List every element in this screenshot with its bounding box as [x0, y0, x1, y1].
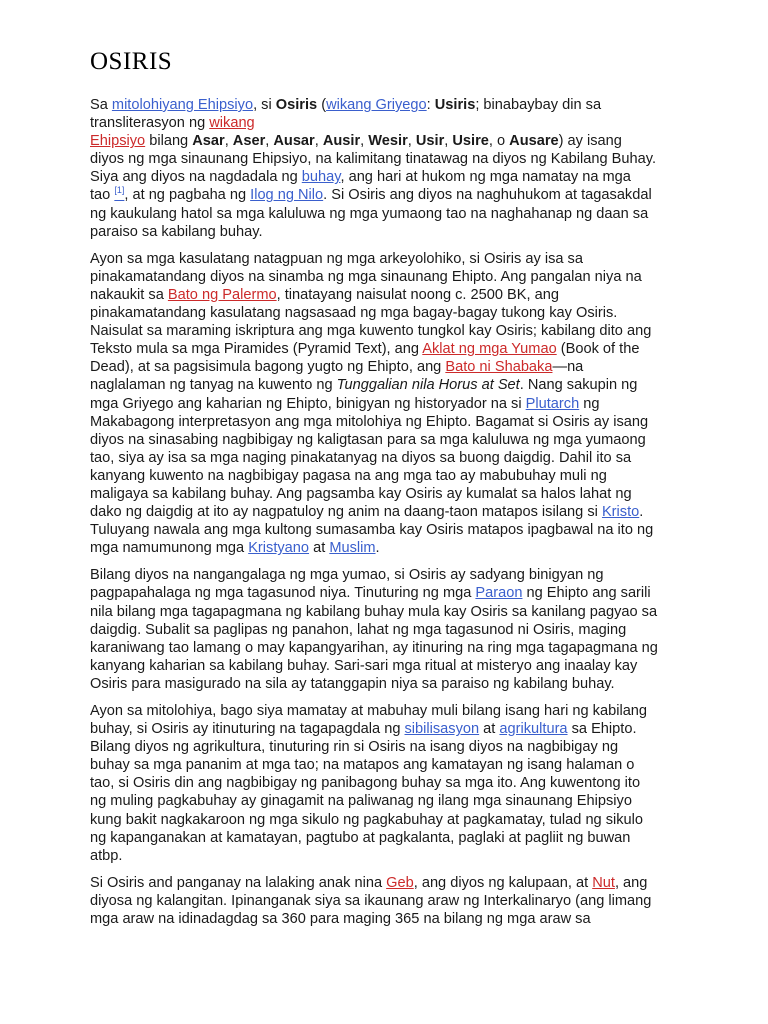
text-run: tao, siya ay isa sa mga naging pinakatanyag na diyos sa buong daigdig. Dahil ito sa — [90, 449, 632, 466]
text-run: ng Ehipto ang sarili — [522, 585, 651, 602]
article-link[interactable]: Ehipsiyo — [90, 133, 146, 150]
text-run: Sa — [90, 97, 112, 113]
bold-term: Ausare — [509, 133, 559, 150]
text-run: buhay, si Osiris ay itinuturing na tagapagdala ng — [90, 721, 405, 738]
text-run: maligaya sa kabilang buhay. Ang pagsamba kay Osiris ay kumalat sa halos lahat ng — [90, 485, 632, 502]
footnote-marker: [1] — [114, 185, 125, 196]
article-link[interactable]: Muslim — [329, 540, 376, 557]
text-run: nila bilang mga tagapagmana ng kabilang buhay mula kay Osiris sa kanilang pagyao sa — [90, 603, 658, 620]
article-link[interactable]: Bato ng Palermo — [167, 286, 277, 303]
text-run: Bilang diyos ng agrikultura, tinuturing rin si Osiris na isang diyos na nagbibigay ng — [90, 739, 619, 756]
text-run: ng kaukulang hatol sa mga kaluluwa ng mga yumaong tao na naghahanap ng daan sa — [90, 205, 649, 222]
text-run: (Book of the — [556, 341, 640, 358]
article-body — [90, 96, 680, 937]
article-link[interactable]: agrikultura — [499, 721, 568, 738]
article-link[interactable]: wikang Griyego — [326, 97, 427, 113]
text-run: kanyang kaharian sa kabilang buhay. Sari-sari mga ritual at misteryo ang inaalay kay — [90, 657, 638, 674]
text-run: , — [314, 133, 323, 150]
text-run: ) ay isang — [558, 133, 622, 150]
text-run: , ang — [614, 874, 648, 891]
text-run: diyos na sinasabing nagbibigay ng kaligtasan para sa mga kaluluwa ng mga yumaong — [90, 431, 646, 448]
italic-title: Tunggalian nila Horus at Set — [336, 377, 520, 394]
text-run: , tinatayang naisulat noong c. 2500 BK, ang — [276, 286, 559, 303]
article-paragraph — [90, 702, 680, 865]
bold-term: Usire — [452, 133, 489, 150]
bold-term: Aser — [232, 133, 266, 150]
article-link[interactable]: Nut — [592, 874, 615, 891]
bold-term: Ausar — [273, 133, 315, 150]
article-link[interactable]: buhay — [301, 169, 341, 186]
text-run: dako ng daigdig at ito ay nagpatuloy ng anim na daang-taon matapos isilang si — [90, 504, 602, 521]
article-link[interactable]: Plutarch — [525, 395, 580, 412]
bold-term: Ausir — [322, 133, 361, 150]
text-run: at — [309, 540, 330, 557]
text-run: —na — [552, 359, 584, 376]
text-run: Teksto mula sa mga Piramides (Pyramid Text), ang — [90, 341, 423, 358]
article-link[interactable]: Bato ni Shabaka — [445, 359, 553, 376]
article-paragraph — [90, 250, 680, 558]
bold-term: Asar — [192, 133, 225, 150]
text-run: , o — [488, 133, 510, 150]
text-run: transliterasyon ng — [90, 115, 210, 132]
article-link[interactable]: Paraon — [475, 585, 523, 602]
text-run: Makabagong interpretasyon ang mga mitolohiya ng Ehipto. Bagamat si Osiris ay isang — [90, 413, 649, 430]
text-run: Ayon sa mga kasulatang natagpuan ng mga arkeyolohiko, si Osiris ay isa sa — [90, 250, 583, 267]
text-run: ( — [317, 97, 327, 113]
text-run: . — [375, 540, 380, 557]
text-run: ng muling pagkabuhay ay ginagamit na paliwanag ng ilang mga sinaunang Ehipsiyo — [90, 793, 632, 810]
text-run: , at ng pagbaha ng — [124, 187, 251, 204]
text-run: pinakamatandang kasulatang nagsasaad ng mga bagay-bagay tukong kay Osiris. — [90, 305, 618, 322]
text-run: diyos ng mga sinaunang Ehipsiyo, na kalimitang tinatawag na diyos ng Kabilang Buhay. — [90, 151, 657, 168]
text-run: : — [426, 97, 435, 113]
text-run: tao, si Osiris din ang nagbibigay ng panibagong buhay sa mga ito. Ang kuwentong ito — [90, 775, 641, 792]
reference-link[interactable] — [114, 187, 124, 203]
text-run: . Nang sakupin ng — [519, 377, 638, 394]
text-run: Siya ang diyos na nagdadala ng — [90, 169, 302, 186]
text-run: mga namumunong mga — [90, 540, 249, 557]
text-run: , — [407, 133, 416, 150]
text-run: tao — [90, 187, 115, 204]
text-run: nakaukit sa — [90, 286, 168, 303]
text-run: . Si Osiris ang diyos na naghuhukom at tagasakdal — [323, 187, 652, 204]
bold-term: Osiris — [275, 97, 318, 113]
bold-term: Usir — [415, 133, 445, 150]
text-run: buhay sa mga pananim at mga tao; na matapos ang kamatayan ng isang halaman o — [90, 757, 635, 774]
text-run: diyosa ng kalangitan. Ipinanganak siya sa ikaunang araw ng Interkalinaryo (ang limang — [90, 892, 652, 909]
article-link[interactable]: sibilisasyon — [404, 721, 480, 738]
text-run: . — [639, 504, 644, 521]
text-run: pinakamatandang diyos na sinamba ng mga sinaunang Ehipto. Ang pangalan niya na — [90, 268, 642, 285]
article-link[interactable]: Kristo — [601, 504, 640, 521]
text-run: , ang hari at hukom ng mga namatay na mga — [340, 169, 631, 186]
article-link[interactable]: wikang — [209, 115, 255, 132]
text-run: , — [360, 133, 369, 150]
text-run: Si Osiris and panganay na lalaking anak nina — [90, 874, 387, 891]
text-run: , — [444, 133, 453, 150]
bold-term: Wesir — [368, 133, 408, 150]
text-run: kung bakit nagkakaroon ng mga sikulo ng pagkabuhay at pagkamatay, tulad ng sikulo — [90, 811, 644, 828]
text-run: Bilang diyos na nangangalaga ng mga yumao, si Osiris ay sadyang binigyan ng — [90, 567, 604, 584]
text-run: Tuluyang nawala ang mga kultong sumasamba kay Osiris matapos ipagbawal na ito ng — [90, 522, 654, 539]
article-link[interactable]: Kristyano — [248, 540, 310, 557]
text-run: mga araw na idinadagdag sa 360 para maging 365 na bilang ng mga araw sa — [90, 911, 591, 928]
article-link[interactable]: mitolohiyang Ehipsiyo — [111, 97, 254, 113]
text-run: ; binabaybay din sa — [475, 97, 602, 113]
text-run: karaniwang tao lamang o may kapangyarihan, ay itinuring na ring mga tagapagmana ng — [90, 639, 658, 656]
article-paragraph — [90, 566, 680, 693]
text-run: sa Ehipto. — [567, 721, 637, 738]
text-run: kanyang kuwento na nagbibigay pagasa na ang mga tao ay mabubuhay muli ng — [90, 467, 607, 484]
text-run: atbp. — [90, 847, 123, 864]
text-run: , ang diyos ng kalupaan, at — [413, 874, 593, 891]
text-run: Ayon sa mitolohiya, bago siya mamatay at mabuhay muli bilang isang hari ng kabilang — [90, 703, 648, 719]
text-run: Naisulat sa maraming iskriptura ang mga kuwento tungkol kay Osiris; kabilang dito ang — [90, 323, 652, 340]
text-run: Osiris para masigurado na sila ay tatanggapin niya sa paraiso ng kabilang buhay. — [90, 675, 615, 692]
text-run: paraiso sa kabilang buhay. — [90, 223, 263, 240]
text-run: naglalaman ng tanyag na kuwento ng — [90, 377, 337, 394]
text-run: ng kapanganakan at kamatayan, pagtubo at pagkalanta, paglaki at pagliit ng buwan — [90, 829, 631, 846]
text-run: daigdig. Subalit sa paglipas ng panahon, lahat ng mga tagasunod ni Osiris, maging — [90, 621, 627, 638]
text-run: pagpapahalaga ng mga tagasunod niya. Tinuturing ng mga — [90, 585, 476, 602]
text-run: , — [224, 133, 233, 150]
text-run: at — [479, 721, 500, 738]
article-link[interactable]: Aklat ng mga Yumao — [422, 341, 557, 358]
text-run: , — [265, 133, 274, 150]
text-run: bilang — [145, 133, 193, 150]
text-run: Dead), at sa pagsisimula bagong yugto ng Ehipto, ang — [90, 359, 446, 376]
bold-term: Usiris — [434, 97, 476, 113]
article-paragraph — [90, 874, 680, 928]
text-run: ng — [579, 395, 600, 412]
page-title: OSIRIS — [90, 48, 173, 75]
article-paragraph — [90, 96, 680, 241]
text-run: , si — [253, 97, 276, 113]
article-link[interactable]: Geb — [386, 874, 414, 891]
text-run: mga Griyego ang kaharian ng Ehipto, binigyan ng historyador na si — [90, 395, 526, 412]
article-link[interactable]: Ilog ng Nilo — [250, 187, 324, 204]
